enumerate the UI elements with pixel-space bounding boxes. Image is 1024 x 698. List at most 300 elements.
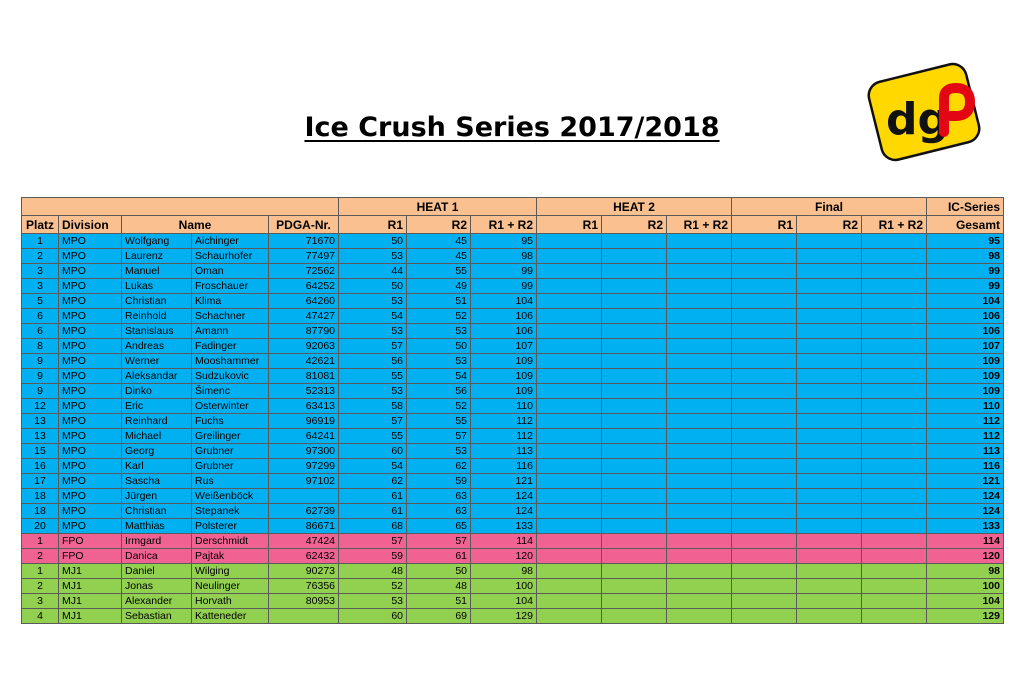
- heat2-r2-cell: [602, 294, 667, 309]
- platz-cell: 20: [22, 519, 59, 534]
- final-r2-cell: [797, 459, 862, 474]
- last-name-cell: Klima: [192, 294, 269, 309]
- platz-cell: 1: [22, 564, 59, 579]
- table-row: [22, 579, 1004, 594]
- heat2-r1-cell: [537, 429, 602, 444]
- final-r2-cell: [797, 324, 862, 339]
- final-r2-cell: [797, 579, 862, 594]
- final-r2-cell: [797, 339, 862, 354]
- final-sum-cell: [862, 549, 927, 564]
- final-r2-cell: [797, 504, 862, 519]
- final-r2-cell: [797, 294, 862, 309]
- table-row: [22, 309, 1004, 324]
- heat2-r1-cell: [537, 564, 602, 579]
- final-r2-cell: [797, 549, 862, 564]
- heat2-r1-cell: [537, 339, 602, 354]
- first-name-cell: Andreas: [122, 339, 192, 354]
- gesamt-cell: 99: [927, 264, 1004, 279]
- final-r2-cell: [797, 354, 862, 369]
- pdga-cell: 62739: [269, 504, 339, 519]
- heat2-sum-cell: [667, 369, 732, 384]
- heat2-sum-cell: [667, 444, 732, 459]
- final-r2-cell: [797, 234, 862, 249]
- table-row: [22, 324, 1004, 339]
- gesamt-cell: 109: [927, 369, 1004, 384]
- gesamt-cell: 104: [927, 294, 1004, 309]
- gesamt-cell: 109: [927, 384, 1004, 399]
- heat2-r1-cell: [537, 414, 602, 429]
- final-r1-cell: [732, 594, 797, 609]
- division-cell: MPO: [59, 489, 122, 504]
- final-sum-cell: [862, 594, 927, 609]
- division-cell: MPO: [59, 459, 122, 474]
- heat1-sum-cell: 99: [471, 279, 537, 294]
- heat2-sum-cell: [667, 384, 732, 399]
- heat1-sum-cell: 106: [471, 309, 537, 324]
- gesamt-cell: 106: [927, 309, 1004, 324]
- page-title: Ice Crush Series 2017/2018: [304, 112, 720, 143]
- heat1-r1-cell: 48: [339, 564, 407, 579]
- heat1-r1-cell: 57: [339, 414, 407, 429]
- first-name-cell: Reinhold: [122, 309, 192, 324]
- pdga-cell: 81081: [269, 369, 339, 384]
- division-cell: MPO: [59, 249, 122, 264]
- final-r1-cell: [732, 609, 797, 624]
- platz-cell: 2: [22, 579, 59, 594]
- division-cell: MPO: [59, 474, 122, 489]
- heat1-sum-cell: 114: [471, 534, 537, 549]
- final-sum-cell: [862, 519, 927, 534]
- platz-cell: 8: [22, 339, 59, 354]
- table-row: [22, 534, 1004, 549]
- first-name-cell: Wolfgang: [122, 234, 192, 249]
- heat2-sum-cell: [667, 579, 732, 594]
- heat2-r1-cell: [537, 234, 602, 249]
- first-name-cell: Jürgen: [122, 489, 192, 504]
- heat1-sum-cell: 109: [471, 354, 537, 369]
- heat2-r2-cell: [602, 339, 667, 354]
- heat1-sum-cell: 124: [471, 504, 537, 519]
- platz-cell: 3: [22, 279, 59, 294]
- heat1-sum-cell: 121: [471, 474, 537, 489]
- final-sum-cell: [862, 294, 927, 309]
- final-r1-cell: [732, 384, 797, 399]
- col-h2-r1: R1: [537, 216, 602, 234]
- heat2-sum-cell: [667, 234, 732, 249]
- heat2-r1-cell: [537, 354, 602, 369]
- gesamt-cell: 124: [927, 504, 1004, 519]
- heat1-r2-cell: 52: [407, 399, 471, 414]
- final-sum-cell: [862, 534, 927, 549]
- final-sum-cell: [862, 459, 927, 474]
- last-name-cell: Katteneder: [192, 609, 269, 624]
- final-sum-cell: [862, 309, 927, 324]
- table-row: [22, 459, 1004, 474]
- first-name-cell: Stanislaus: [122, 324, 192, 339]
- heat2-r2-cell: [602, 234, 667, 249]
- division-cell: MJ1: [59, 609, 122, 624]
- division-cell: MJ1: [59, 594, 122, 609]
- heat1-r2-cell: 50: [407, 564, 471, 579]
- heat2-r1-cell: [537, 504, 602, 519]
- heat1-sum-cell: 124: [471, 489, 537, 504]
- heat2-sum-cell: [667, 339, 732, 354]
- heat1-r1-cell: 44: [339, 264, 407, 279]
- heat2-r1-cell: [537, 309, 602, 324]
- heat1-sum-cell: 113: [471, 444, 537, 459]
- platz-cell: 9: [22, 369, 59, 384]
- final-r1-cell: [732, 339, 797, 354]
- heat2-r1-cell: [537, 324, 602, 339]
- final-r2-cell: [797, 369, 862, 384]
- heat2-r1-cell: [537, 399, 602, 414]
- gesamt-cell: 98: [927, 564, 1004, 579]
- col-f-sum: R1 + R2: [862, 216, 927, 234]
- division-cell: MPO: [59, 384, 122, 399]
- final-r1-cell: [732, 579, 797, 594]
- col-name: Name: [122, 216, 269, 234]
- heat1-r1-cell: 55: [339, 429, 407, 444]
- heat2-r2-cell: [602, 429, 667, 444]
- heat2-sum-cell: [667, 324, 732, 339]
- division-cell: MJ1: [59, 579, 122, 594]
- heat1-sum-cell: 99: [471, 264, 537, 279]
- gesamt-cell: 116: [927, 459, 1004, 474]
- heat2-r1-cell: [537, 459, 602, 474]
- heat1-sum-cell: 98: [471, 564, 537, 579]
- heat2-r1-cell: [537, 489, 602, 504]
- heat1-r1-cell: 50: [339, 279, 407, 294]
- heat2-r2-cell: [602, 309, 667, 324]
- last-name-cell: Froschauer: [192, 279, 269, 294]
- platz-cell: 16: [22, 459, 59, 474]
- gesamt-cell: 109: [927, 354, 1004, 369]
- first-name-cell: Daniel: [122, 564, 192, 579]
- heat2-r2-cell: [602, 609, 667, 624]
- last-name-cell: Sudzukovic: [192, 369, 269, 384]
- dgp-logo-icon: [860, 62, 988, 162]
- final-sum-cell: [862, 609, 927, 624]
- heat2-r2-cell: [602, 399, 667, 414]
- heat2-sum-cell: [667, 399, 732, 414]
- pdga-cell: 92063: [269, 339, 339, 354]
- platz-cell: 13: [22, 429, 59, 444]
- gesamt-cell: 113: [927, 444, 1004, 459]
- heat2-r2-cell: [602, 579, 667, 594]
- final-r1-cell: [732, 534, 797, 549]
- last-name-cell: Oman: [192, 264, 269, 279]
- final-r1-cell: [732, 414, 797, 429]
- division-cell: MPO: [59, 519, 122, 534]
- heat2-sum-cell: [667, 549, 732, 564]
- heat2-sum-cell: [667, 489, 732, 504]
- final-sum-cell: [862, 564, 927, 579]
- gesamt-cell: 99: [927, 279, 1004, 294]
- pdga-cell: 96919: [269, 414, 339, 429]
- first-name-cell: Reinhard: [122, 414, 192, 429]
- heat2-r1-cell: [537, 609, 602, 624]
- heat2-sum-cell: [667, 564, 732, 579]
- gesamt-cell: 112: [927, 429, 1004, 444]
- gesamt-cell: 104: [927, 594, 1004, 609]
- pdga-cell: 80953: [269, 594, 339, 609]
- ic-series-header: IC-Series: [927, 198, 1004, 216]
- platz-cell: 6: [22, 309, 59, 324]
- heat1-r2-cell: 59: [407, 474, 471, 489]
- final-sum-cell: [862, 504, 927, 519]
- division-cell: MPO: [59, 354, 122, 369]
- col-f-r2: R2: [797, 216, 862, 234]
- final-r1-cell: [732, 399, 797, 414]
- pdga-cell: 97299: [269, 459, 339, 474]
- final-sum-cell: [862, 579, 927, 594]
- heat1-r2-cell: 65: [407, 519, 471, 534]
- gesamt-cell: 98: [927, 249, 1004, 264]
- first-name-cell: Michael: [122, 429, 192, 444]
- last-name-cell: Mooshammer: [192, 354, 269, 369]
- final-r2-cell: [797, 609, 862, 624]
- heat1-sum-cell: 116: [471, 459, 537, 474]
- last-name-cell: Grubner: [192, 459, 269, 474]
- gesamt-cell: 107: [927, 339, 1004, 354]
- heat1-r2-cell: 45: [407, 234, 471, 249]
- final-sum-cell: [862, 339, 927, 354]
- heat1-r1-cell: 60: [339, 444, 407, 459]
- final-r2-cell: [797, 384, 862, 399]
- heat2-sum-cell: [667, 519, 732, 534]
- heat1-r1-cell: 50: [339, 234, 407, 249]
- heat1-r2-cell: 63: [407, 504, 471, 519]
- heat1-r1-cell: 53: [339, 249, 407, 264]
- heat1-r1-cell: 58: [339, 399, 407, 414]
- table-row: [22, 399, 1004, 414]
- pdga-cell: 77497: [269, 249, 339, 264]
- final-r1-cell: [732, 309, 797, 324]
- heat1-r2-cell: 53: [407, 324, 471, 339]
- final-header: Final: [732, 198, 927, 216]
- last-name-cell: Amann: [192, 324, 269, 339]
- heat1-r2-cell: 57: [407, 534, 471, 549]
- final-sum-cell: [862, 414, 927, 429]
- final-sum-cell: [862, 354, 927, 369]
- heat1-sum-cell: 112: [471, 414, 537, 429]
- table-row: [22, 354, 1004, 369]
- heat1-r2-cell: 53: [407, 354, 471, 369]
- final-r2-cell: [797, 444, 862, 459]
- platz-cell: 17: [22, 474, 59, 489]
- division-cell: MPO: [59, 339, 122, 354]
- table-row: [22, 384, 1004, 399]
- first-name-cell: Jonas: [122, 579, 192, 594]
- pdga-cell: 97102: [269, 474, 339, 489]
- heat1-r2-cell: 62: [407, 459, 471, 474]
- heat1-r2-cell: 54: [407, 369, 471, 384]
- heat2-r2-cell: [602, 564, 667, 579]
- heat1-r2-cell: 50: [407, 339, 471, 354]
- first-name-cell: Werner: [122, 354, 192, 369]
- heat2-sum-cell: [667, 504, 732, 519]
- heat1-r2-cell: 48: [407, 579, 471, 594]
- heat1-r2-cell: 52: [407, 309, 471, 324]
- last-name-cell: Šimenc: [192, 384, 269, 399]
- heat2-sum-cell: [667, 534, 732, 549]
- gesamt-cell: 112: [927, 414, 1004, 429]
- final-sum-cell: [862, 369, 927, 384]
- final-r2-cell: [797, 309, 862, 324]
- final-r1-cell: [732, 249, 797, 264]
- heat1-r1-cell: 68: [339, 519, 407, 534]
- pdga-cell: 64260: [269, 294, 339, 309]
- final-sum-cell: [862, 279, 927, 294]
- heat2-r2-cell: [602, 504, 667, 519]
- heat1-r1-cell: 56: [339, 354, 407, 369]
- division-cell: MPO: [59, 444, 122, 459]
- pdga-cell: 97300: [269, 444, 339, 459]
- final-r1-cell: [732, 489, 797, 504]
- heat1-sum-cell: 112: [471, 429, 537, 444]
- table-row: [22, 444, 1004, 459]
- heat2-r2-cell: [602, 414, 667, 429]
- final-r1-cell: [732, 519, 797, 534]
- final-r2-cell: [797, 249, 862, 264]
- heat1-sum-cell: 120: [471, 549, 537, 564]
- last-name-cell: Aichinger: [192, 234, 269, 249]
- final-r2-cell: [797, 534, 862, 549]
- heat1-sum-cell: 107: [471, 339, 537, 354]
- final-r1-cell: [732, 459, 797, 474]
- pdga-cell: 71670: [269, 234, 339, 249]
- pdga-cell: 86671: [269, 519, 339, 534]
- pdga-cell: 62432: [269, 549, 339, 564]
- first-name-cell: Christian: [122, 294, 192, 309]
- first-name-cell: Laurenz: [122, 249, 192, 264]
- division-cell: MPO: [59, 414, 122, 429]
- final-sum-cell: [862, 444, 927, 459]
- division-cell: FPO: [59, 534, 122, 549]
- heat2-sum-cell: [667, 309, 732, 324]
- final-sum-cell: [862, 384, 927, 399]
- heat2-r2-cell: [602, 369, 667, 384]
- platz-cell: 1: [22, 234, 59, 249]
- first-name-cell: Sebastian: [122, 609, 192, 624]
- first-name-cell: Karl: [122, 459, 192, 474]
- last-name-cell: Polsterer: [192, 519, 269, 534]
- last-name-cell: Derschmidt: [192, 534, 269, 549]
- table-row: [22, 279, 1004, 294]
- pdga-cell: 64241: [269, 429, 339, 444]
- table-row: [22, 609, 1004, 624]
- heat1-r2-cell: 53: [407, 444, 471, 459]
- heat1-r1-cell: 57: [339, 339, 407, 354]
- table-row: [22, 474, 1004, 489]
- first-name-cell: Lukas: [122, 279, 192, 294]
- heat2-r1-cell: [537, 294, 602, 309]
- platz-cell: 1: [22, 534, 59, 549]
- pdga-cell: [269, 609, 339, 624]
- heat1-header: HEAT 1: [339, 198, 537, 216]
- heat1-r1-cell: 52: [339, 579, 407, 594]
- platz-cell: 2: [22, 549, 59, 564]
- first-name-cell: Georg: [122, 444, 192, 459]
- heat2-sum-cell: [667, 429, 732, 444]
- pdga-cell: 72562: [269, 264, 339, 279]
- table-row: [22, 489, 1004, 504]
- table-row: [22, 414, 1004, 429]
- pdga-cell: 64252: [269, 279, 339, 294]
- heat2-r2-cell: [602, 474, 667, 489]
- heat1-r1-cell: 54: [339, 459, 407, 474]
- gesamt-cell: 124: [927, 489, 1004, 504]
- division-cell: MPO: [59, 309, 122, 324]
- pdga-cell: 47424: [269, 534, 339, 549]
- heat1-r1-cell: 55: [339, 369, 407, 384]
- final-r1-cell: [732, 474, 797, 489]
- table-row: [22, 504, 1004, 519]
- heat1-r1-cell: 59: [339, 549, 407, 564]
- platz-cell: 6: [22, 324, 59, 339]
- final-sum-cell: [862, 234, 927, 249]
- heat2-sum-cell: [667, 249, 732, 264]
- heat1-r2-cell: 63: [407, 489, 471, 504]
- platz-cell: 12: [22, 399, 59, 414]
- heat2-r2-cell: [602, 534, 667, 549]
- table-row: [22, 549, 1004, 564]
- division-cell: MPO: [59, 369, 122, 384]
- heat2-r2-cell: [602, 459, 667, 474]
- final-r1-cell: [732, 369, 797, 384]
- division-cell: MPO: [59, 234, 122, 249]
- heat2-r2-cell: [602, 549, 667, 564]
- first-name-cell: Irmgard: [122, 534, 192, 549]
- heat2-r1-cell: [537, 444, 602, 459]
- last-name-cell: Schaurhofer: [192, 249, 269, 264]
- table-row: [22, 519, 1004, 534]
- table-row: [22, 264, 1004, 279]
- final-r1-cell: [732, 504, 797, 519]
- pdga-cell: [269, 489, 339, 504]
- division-cell: MPO: [59, 294, 122, 309]
- final-r2-cell: [797, 594, 862, 609]
- results-table: [21, 197, 1004, 624]
- platz-cell: 18: [22, 489, 59, 504]
- gesamt-cell: 114: [927, 534, 1004, 549]
- platz-cell: 9: [22, 384, 59, 399]
- gesamt-cell: 95: [927, 234, 1004, 249]
- heat2-sum-cell: [667, 594, 732, 609]
- heat2-r1-cell: [537, 594, 602, 609]
- gesamt-cell: 129: [927, 609, 1004, 624]
- final-r1-cell: [732, 294, 797, 309]
- final-sum-cell: [862, 264, 927, 279]
- heat1-r2-cell: 61: [407, 549, 471, 564]
- heat1-sum-cell: 110: [471, 399, 537, 414]
- last-name-cell: Schachner: [192, 309, 269, 324]
- final-r2-cell: [797, 519, 862, 534]
- heat1-r2-cell: 69: [407, 609, 471, 624]
- final-r1-cell: [732, 429, 797, 444]
- pdga-cell: 90273: [269, 564, 339, 579]
- final-sum-cell: [862, 489, 927, 504]
- col-pdga: PDGA-Nr.: [269, 216, 339, 234]
- platz-cell: 3: [22, 594, 59, 609]
- division-cell: FPO: [59, 549, 122, 564]
- final-r2-cell: [797, 474, 862, 489]
- heat1-r2-cell: 56: [407, 384, 471, 399]
- table-row: [22, 249, 1004, 264]
- last-name-cell: Neulinger: [192, 579, 269, 594]
- last-name-cell: Weißenböck: [192, 489, 269, 504]
- heat2-r1-cell: [537, 279, 602, 294]
